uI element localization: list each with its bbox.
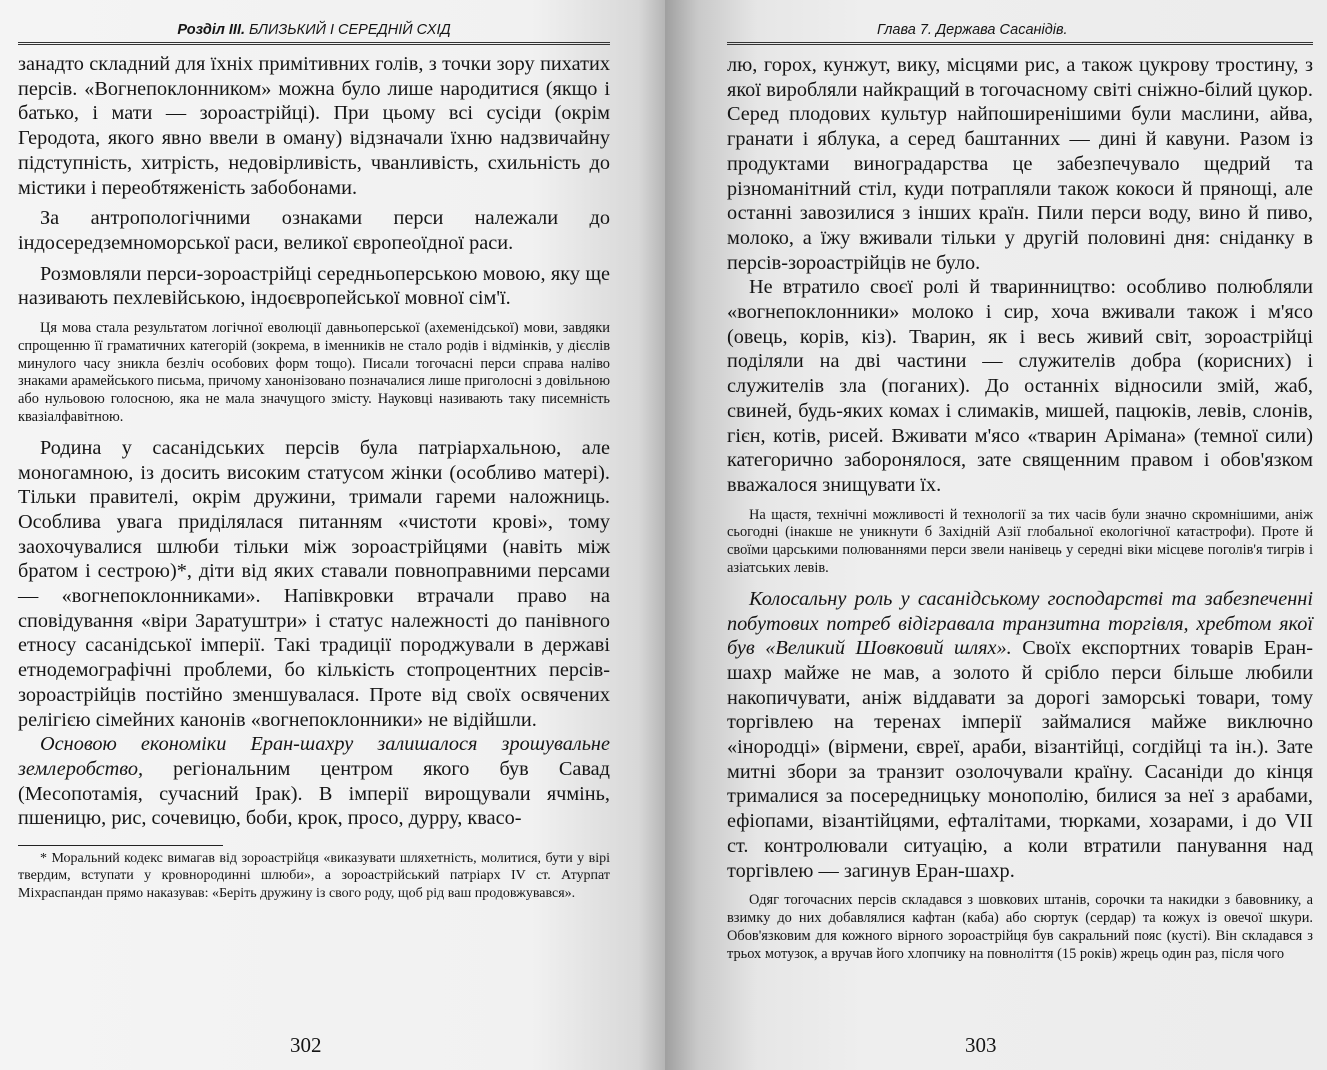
paragraph: Родина у сасанідських персів була патріархальною, але моногамною, із досить високим статусом жінки (особливо матері). Тільки правителі, окрім дружини, тримали гареми наложниць. Особлива увага приділялася питанням «чистоти крові», тому заохочувалися шлюби тільки між зороастрійцями (навіть між братом і сестрою)*, діти від яких ставали повноправними персами — «вогнепоклонниками». Напівкровки втрачали право на сповідування «віри Заратуштри» і статус належності до панівного етносу сасанідської імперії. Такі традиції породжували в державі етнодемографічні проблеми, бо кількість стопроцентних персів-зороастрійців постійно зменшувалася. Проте від своїх освячених релігією сімейних канонів «вогнепоклонники» не відійшли.	[18, 436, 610, 731]
paragraph-rest: Своїх експортних товарів Еран-шахр майже не мав, а золото й срібло перси більше любили накопичувати, аніж віддавати за дорогі заморські товари, тому торгівлею на теренах імперії займалися майже виключно «інородці» (вірмени, євреї, араби, візантійці, согдійці та ін.). Зате митні збори за транзит озолочували країну. Сасаніди до кінця трималися за посередницьку монополію, билися за неї з арабами, ефіопами, візантійцями, ефталітами, тюрками, хозарами, і до VII ст. контролювали ситуацію, а коли втратили панування над торгівлею — загинув Еран-шахр.	[727, 637, 1313, 882]
header-section: Глава 7.	[877, 22, 932, 38]
paragraph: Розмовляли перси-зороастрійці середньоперською мовою, яку ще називають пехлевійською, індоєвропейської мовної сім'ї.	[18, 262, 610, 310]
paragraph: Не втратило своєї ролі й тваринництво: особливо полюбляли «вогнепоклонники» молоко і сир, хоча вживали також і м'ясо (овець, корів, кіз). Тварин, як і весь живий світ, зороастрійці поділяли на дві частини — служителів добра (корисних) і служителів зла (поганих). До останніх відносили змій, жаб, свиней, будь-яких комах і слимаків, мишей, пацюків, левів, слонів, гієн, котів, рисей. Вживати м'ясо «тварин Арімана» (темної сили) категорично заборонялося, зате священним правом і обов'язком вважалося знищувати їх.	[727, 276, 1313, 496]
header-title: Держава Сасанідів.	[935, 22, 1068, 38]
paragraph: занадто складний для їхніх примітивних голів, з точки зору пихатих персів. «Вогнепоклонником» можна було лише народитися (якщо і батько, і мати — зороастрійці). При цьому всі сусіди (окрім Геродота, якого явно ввели в оману) відзначали їхню надзвичайну підступність, хитрість, недовірливість, чванливість, схильність до містики і переобтяженість забобонами.	[18, 53, 610, 199]
italic-lead: Колосальну роль у сасанідському господарстві та забезпеченні побутових потреб відігравала транзитна торгівля, хребтом якої був «Великий Шовковий шлях».	[727, 587, 1313, 660]
footnote: * Моральний кодекс вимагав від зороастрійця «виказувати шляхетність, молитися, бути у вірі твердим, вступати у кровнородинні шлюби», а зороастрійський патріарх IV ст. Атурпат Міхраспандан прямо наказував: «Беріть дружину із свого роду, щоб рід ваш продовжувався».	[18, 851, 610, 901]
running-header	[18, 22, 610, 45]
right-page	[665, 0, 1327, 1070]
paragraph	[18, 732, 610, 831]
page-number: 303	[965, 1033, 997, 1057]
header-section: Розділ III.	[177, 22, 246, 38]
italic-lead: Основою економіки Еран-шахру залишалося зрошувальне землеробство,	[18, 733, 610, 780]
paragraph: За антропологічними ознаками перси належали до індосередземноморської раси, великої європеоїдної раси.	[18, 207, 610, 254]
paragraph: лю, горох, кунжут, вику, місцями рис, а також цукрову тростину, з якої виробляли найкращий в тогочасному світі сніжно-білий цукор. Серед плодових культур найпоширенішими були маслини, айва, гранати і яблука, а серед баштанних — дині й кавуни. Разом із продуктами виноградарства це забезпечувало щедрий та різноманітний стіл, куди потрапляли також кокоси й прянощі, але останні завозилися з інших країн. Пили перси воду, вино й пиво, молоко, а їжу вживали тільки у другій половині дня: сніданку в персів-зороастрійців не було.	[727, 54, 1313, 274]
paragraph	[727, 587, 1313, 883]
footnote-rule	[18, 845, 223, 846]
left-body	[18, 52, 610, 902]
right-body	[727, 53, 1313, 963]
note-paragraph: Ця мова стала результатом логічної еволюції давньоперської (ахеменідської) мови, завдяки спрощенню її граматичних категорій (зокрема, в іменників не стало родів і відмінків, у дієслів минулого часу зникла безліч особових форм тощо). Писали тогочасні перси справа наліво знаками арамейського письма, причому ханонізовано позначалися лише приголосні з довільною або нульовою голосною, яка не мала значущого змісту. Науковці називають таку писемність квазіалфавітною.	[18, 320, 610, 426]
note-paragraph: На щастя, технічні можливості й технології за тих часів були значно скромнішими, аніж сьогодні (інакше не уникнути б Західній Азії глобальної екологічної катастрофи). Проте й своїми царськими полюваннями перси звели нанівець у середні віки місцеве поголів'я тигрів і азіатських левів.	[727, 506, 1313, 577]
page-number: 302	[290, 1033, 322, 1057]
header-title: БЛИЗЬКИЙ І СЕРЕДНІЙ СХІД	[249, 22, 451, 38]
paragraph-rest: регіональним центром якого був Савад (Месопотамія, сучасний Ірак). В імперії вирощували ячмінь, пшеницю, рис, сочевицю, боби, крок, просо, дурру, квасо-	[18, 757, 610, 830]
running-header	[727, 22, 1313, 45]
note-paragraph: Одяг тогочасних персів складався з шовкових штанів, сорочки та накидки з бавовнику, а взимку до них добавлялися кафтан (каба) або сюртук (сердар) та кожух із овечої шкури. Обов'язковим для кожного вірного зороастрійця був сакральний пояс (кусті). Він складався з трьох мотузок, а вручав його хлопчику на повноліття (15 років) жрець один раз, після чого	[727, 892, 1313, 962]
